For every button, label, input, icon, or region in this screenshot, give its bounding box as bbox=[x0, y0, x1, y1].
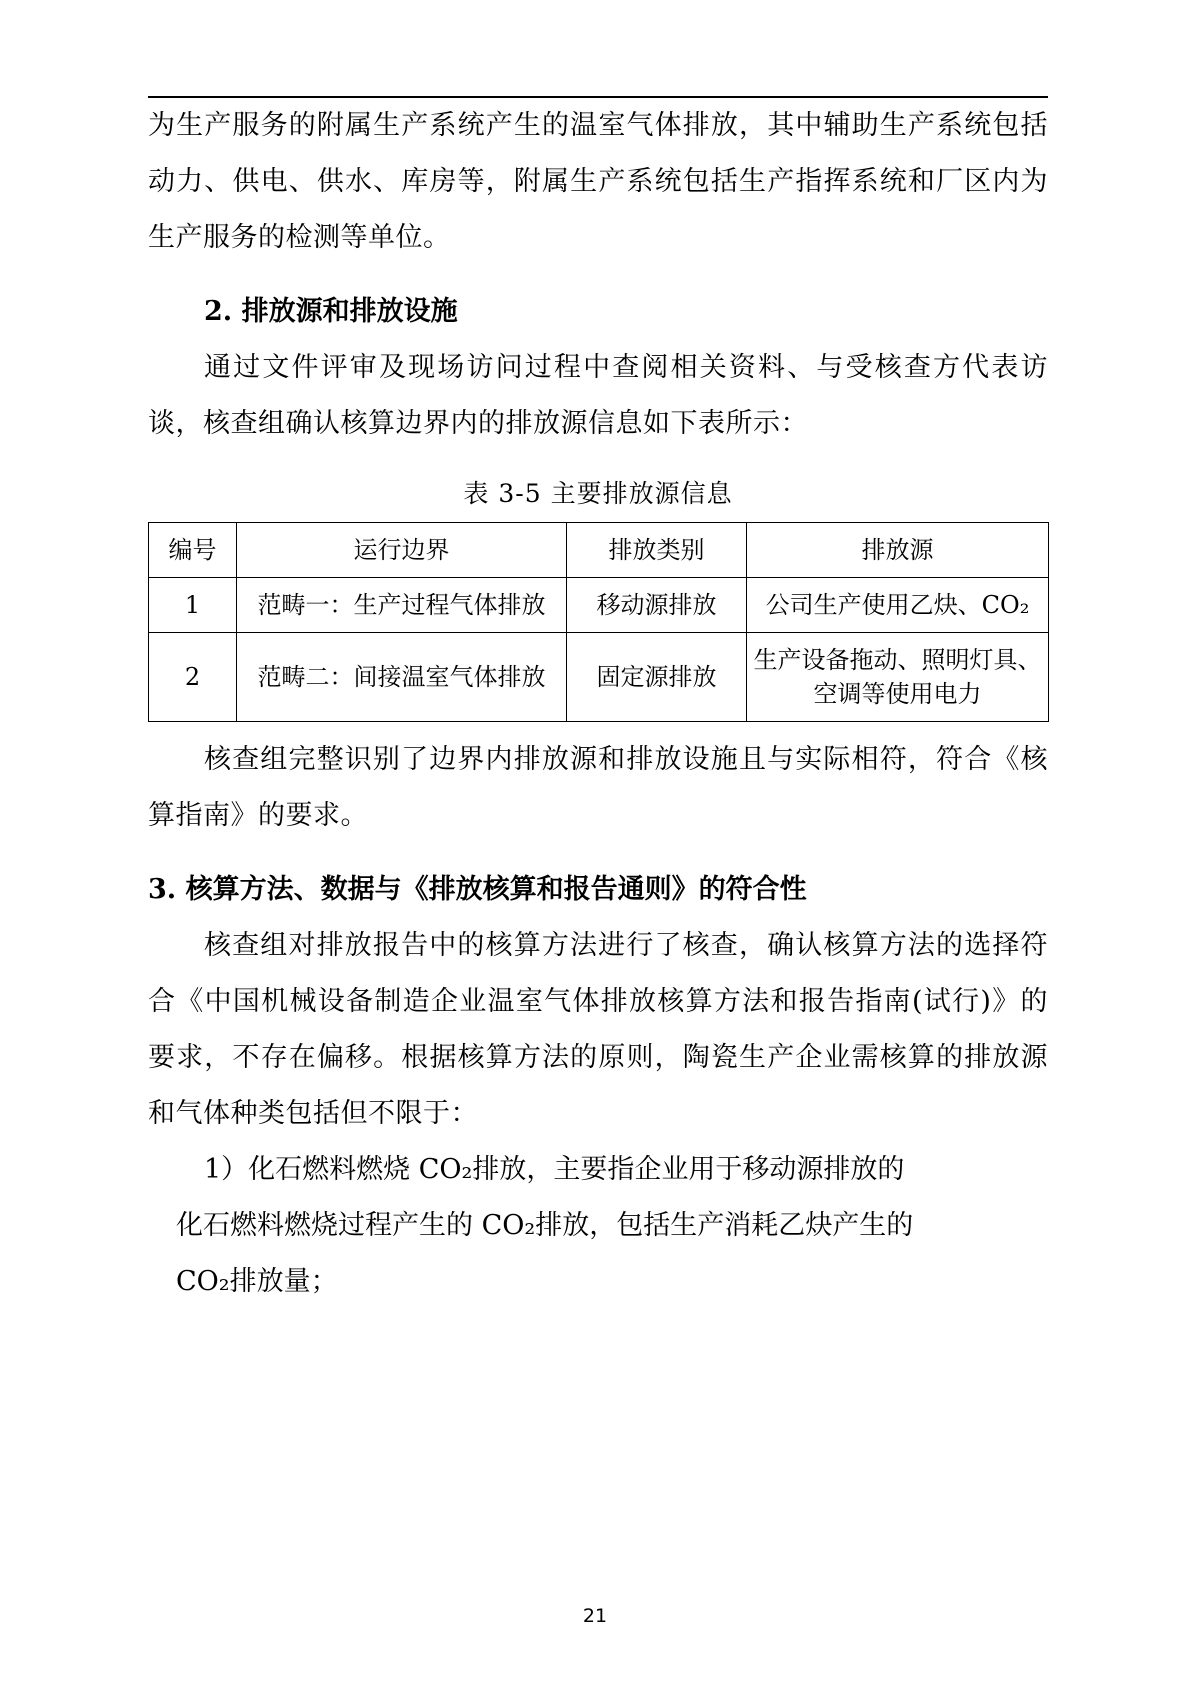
paragraph-intro: 为生产服务的附属生产系统产生的温室气体排放，其中辅助生产系统包括动力、供电、供水、库房等，附属生产系统包括生产指挥系统和厂区内为生产服务的检测等单位。 bbox=[148, 110, 1048, 253]
table-header-cell-boundary: 运行边界 bbox=[237, 523, 567, 578]
table-cell-source: 公司生产使用乙炔、CO₂ bbox=[747, 578, 1049, 633]
table-header-cell-no: 编号 bbox=[149, 523, 237, 578]
list-item: 1）化石燃料燃烧 CO₂排放，主要指企业用于移动源排放的 bbox=[204, 1154, 905, 1185]
table-caption: 表 3-5 主要排放源信息 bbox=[463, 479, 733, 508]
paragraph-emission-sources: 通过文件评审及现场访问过程中查阅相关资料、与受核查方代表访谈，核查组确认核算边界内的排放源信息如下表所示： bbox=[148, 352, 1048, 439]
page-number: 21 bbox=[582, 1605, 608, 1627]
paragraph-method-check: 核查组对排放报告中的核算方法进行了核查，确认核算方法的选择符合《中国机械设备制造企业温室气体排放核算方法和报告指南(试行)》的要求，不存在偏移。根据核算方法的原则，陶瓷生产企业需核算的排放源和气体种类包括但不限于： bbox=[148, 930, 1048, 1129]
table-row bbox=[149, 578, 1049, 633]
table-cell-category: 移动源排放 bbox=[567, 578, 747, 633]
table-row bbox=[149, 633, 1049, 722]
page-content bbox=[148, 96, 1048, 1310]
heading-section-3: 3. 核算方法、数据与《排放核算和报告通则》的符合性 bbox=[148, 874, 807, 905]
list-item-continuation: 化石燃料燃烧过程产生的 CO₂排放，包括生产消耗乙炔产生的 bbox=[176, 1210, 914, 1241]
table-cell-category: 固定源排放 bbox=[567, 633, 747, 722]
table-cell-source: 生产设备拖动、照明灯具、空调等使用电力 bbox=[747, 633, 1049, 722]
table-header-cell-category: 排放类别 bbox=[567, 523, 747, 578]
table-header-row bbox=[149, 523, 1049, 578]
table-cell-boundary: 范畴一：生产过程气体排放 bbox=[237, 578, 567, 633]
emission-source-table bbox=[148, 522, 1049, 722]
list-item-continuation: CO₂排放量； bbox=[176, 1266, 338, 1297]
table-header-cell-source: 排放源 bbox=[747, 523, 1049, 578]
paragraph-verification-result: 核查组完整识别了边界内排放源和排放设施且与实际相符，符合《核算指南》的要求。 bbox=[148, 744, 1048, 831]
table-cell-boundary: 范畴二：间接温室气体排放 bbox=[237, 633, 567, 722]
table-cell-no: 1 bbox=[149, 578, 237, 633]
heading-section-2: 2. 排放源和排放设施 bbox=[204, 296, 458, 327]
table-cell-no: 2 bbox=[149, 633, 237, 722]
